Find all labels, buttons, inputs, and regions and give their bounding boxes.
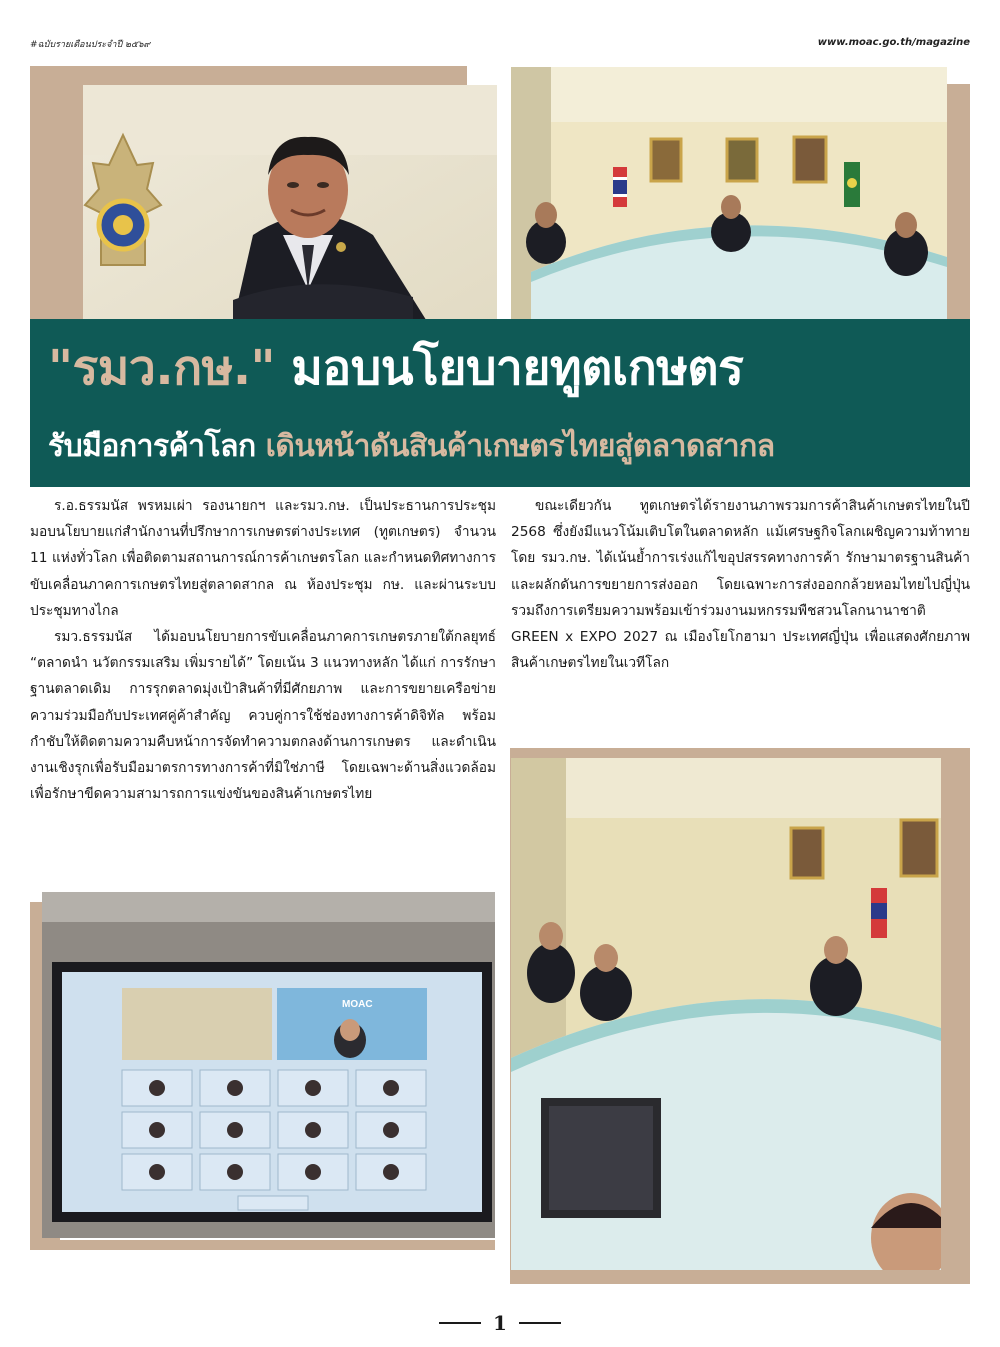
subtitle-part1: รับมือการค้าโลก xyxy=(48,429,256,464)
article-column-left xyxy=(30,493,496,807)
issue-label: #ฉบับรายเดือนประจำปี ๒๕๖๙ xyxy=(30,40,151,50)
screen-logo-text: MOAC xyxy=(342,999,373,1010)
article-paragraph: ร.อ.ธรรมนัส พรหมเผ่า รองนายกฯ และรมว.กษ. เป็นประธานการประชุมมอบนโยบายแก่สำนักงานที่ปรึกษาการเกษตรต่างประเทศ (ทูตเกษตร) จำนวน 11 แห่งทั่วโลก เพื่อติดตามสถานการณ์การค้าเกษตรโลก และกำหนดทิศทางการขับเคลื่อนภาคการเกษตรไทยสู่ตลาดสากล ณ ห้องประชุม กษ. และผ่านระบบประชุมทางไกล xyxy=(30,498,496,619)
photo3-frame-bottom xyxy=(30,1240,495,1250)
footer-dash-left xyxy=(439,1322,481,1324)
headline-subtitle xyxy=(48,423,775,471)
meeting-closeup-photo xyxy=(511,758,941,1270)
headline-main xyxy=(48,335,743,401)
website-url[interactable]: www.moac.go.th/magazine xyxy=(817,37,970,48)
headline-title: มอบนโยบายทูตเกษตร xyxy=(291,340,744,396)
headline-quote: "รมว.กษ." xyxy=(48,340,276,396)
video-conference-photo xyxy=(42,892,495,1238)
subtitle-part2: เดินหน้าดันสินค้าเกษตรไทยสู่ตลาดสากล xyxy=(265,429,775,464)
minister-portrait-photo xyxy=(83,85,497,323)
footer-dash-right xyxy=(519,1322,561,1324)
page-number: 1 xyxy=(493,1311,507,1335)
headline-banner xyxy=(30,319,970,487)
article-column-right xyxy=(511,493,970,676)
article-paragraph: ขณะเดียวกัน ทูตเกษตรได้รายงานภาพรวมการค้าสินค้าเกษตรไทยในปี 2568 ซึ่งยังมีแนวโน้มเติบโตในตลาดหลัก แม้เศรษฐกิจโลกเผชิญความท้าทาย โดย รมว.กษ. ได้เน้นย้ำการเร่งแก้ไขอุปสรรคทางการค้า รักษามาตรฐานสินค้า และผลักดันการขยายการส่งออก โดยเฉพาะการส่งออกกล้วยหอมไทยไปญี่ปุ่น รวมถึงการเตรียมความพร้อมเข้าร่วมงานมหกรรมพืชสวนโลกนานาชาติ GREEN x EXPO 2027 ณ เมืองโยโกฮามา ประเทศญี่ปุ่น เพื่อแสดงศักยภาพสินค้าเกษตรไทยในเวทีโลก xyxy=(511,498,970,672)
article-paragraph: รมว.ธรรมนัส ได้มอบนโยบายการขับเคลื่อนภาคการเกษตรภายใต้กลยุทธ์ “ตลาดนำ นวัตกรรมเสริม เพิ่มรายได้” โดยเน้น 3 แนวทางหลัก ได้แก่ การรักษาฐานตลาดเดิม การรุกตลาดมุ่งเป้าสินค้าที่มีศักยภาพ และการขยายเครือข่ายความร่วมมือกับประเทศคู่ค้าสำคัญ ควบคู่การใช้ช่องทางการค้าดิจิทัล พร้อมกำชับให้ติดตามความคืบหน้าการจัดทำความตกลงด้านการเกษตร และดำเนินงานเชิงรุกเพื่อรับมือมาตรการทางการค้าที่มิใช่ภาษี โดยเฉพาะด้านสิ่งแวดล้อม เพื่อรักษาขีดความสามารถการแข่งขันของสินค้าเกษตรไทย xyxy=(30,629,496,803)
meeting-room-photo xyxy=(511,67,947,319)
page-footer xyxy=(0,1308,1000,1338)
